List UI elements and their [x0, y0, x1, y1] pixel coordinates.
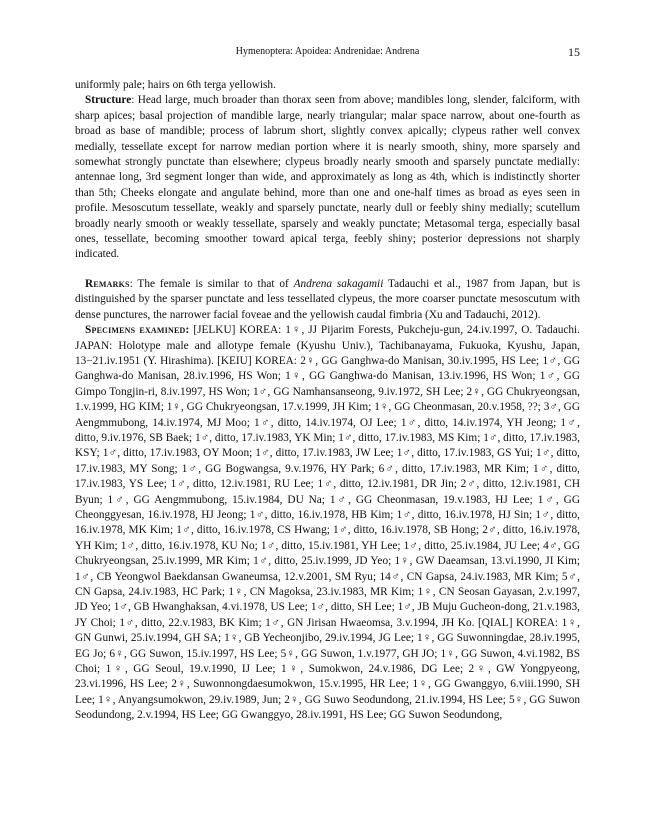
remarks-text-1: : The female is similar to that of	[129, 277, 294, 290]
page-number: 15	[568, 45, 580, 59]
remarks-species-name: Andrena sakagamii	[293, 277, 384, 290]
structure-text: : Head large, much broader than thorax seen from above; mandibles long, slender, falciform, with sharp apices; basal projection of mandible large, nearly triangular; malar space narrow, about one-fourth as broad as base of mandible; process of labrum short, slightly convex apically; clypeus rather well convex medially, tessellate except for narrow median portion where it is nearly smooth, shiny, more sparsely and somewhat strongly punctate than elsewhere; clypeus broadly nearly smooth and sparsely punctate medially: antennae long, 3rd segment longer than wide, and approximately as long as 4th, which is indistinctly shorter than 5th; Cheeks elongate and angulate behind, more than one and one-half times as broad as eyes seen in profile. Mesoscutum tessellate, weakly and sparsely punctate, nearly dull or feebly shiny medially; scutellum broadly nearly smooth or weakly tessellate, sparsely and weakly punctate; Metasomal terga, especially basal ones, tessellate, becoming smoother toward apical terga, feebly shiny; posterior depressions not sharply indicated.	[75, 94, 580, 261]
remarks-text-2: Tadauchi et al., 1987 from Japan, but is distinguished by the sparser punctate and less tessellated clypeus, the more coarser punctate mesoscutum with dense punctures, the narrower facial foveae and the yellowish caudal fimbria (Xu and Tadauchi, 2012).	[75, 277, 581, 321]
paragraph-structure	[75, 93, 580, 262]
body-text	[75, 78, 580, 724]
specimens-heading: Specimens examined:	[85, 324, 190, 337]
paragraph-continuation-text: uniformly pale; hairs on 6th terga yellowish.	[75, 79, 276, 91]
paragraph-remarks	[75, 277, 580, 323]
running-title: Hymenoptera: Apoidea: Andrenidae: Andrena	[235, 46, 420, 57]
specimens-text: [JELKU] KOREA: 1♀, JJ Pijarim Forests, Pukcheju-gun, 24.iv.1997, O. Tadauchi. JAPAN: Holotype male and allotype female (Kyushu Univ.), Tachibanayama, Fukuoka, Kyushu, Japan, 13−21.iv.1951 (Y. Hirashima). [KEIU] KOREA: 2♀, GG Ganghwa-do Manisan, 30.iv.1995, HS Lee; 1♂, GG Ganghwa-do Manisan, 28.iv.1996, HS Won; 1♀, GG Ganghwa-do Manisan, 13.iv.1996, HS Won; 1♂, GG Gimpo Tongjin-ri, 8.iv.1997, HS Won; 1♂, GG Namhansanseong, 9.iv.1972, SH Lee; 2♀, GG Chukryeongsan, 1.v.1999, HG KIM; 1♀, GG Chukryeongsan, 17.v.1999, JH Kim; 1♀, GG Cheonmasan, 20.v.1958, ??; 3♂, GG Aengmmubong, 14.iv.1974, MJ Moo; 1♂, ditto, 14.iv.1974, OJ Lee; 1♂, ditto, 14.iv.1974, YH Jeong; 1♂, ditto, 9.iv.1976, SB Baek; 1♂, ditto, 17.iv.1983, YK Min; 1♂, ditto, 17.iv.1983, MS Kim; 1♂, ditto, 17.iv.1983, KSY; 1♂, ditto, 17.iv.1983, OY Moon; 1♂, ditto, 17.iv.1983, JW Lee; 1♂, ditto, 17.iv.1983, GS Yui; 1♂, ditto, 17.iv.1983, MY Song; 1♂, GG Bogwangsa, 9.v.1976, HY Park; 6♂, ditto, 17.iv.1983, MR Kim; 1♂, ditto, 17.iv.1983, YS Lee; 1♂, ditto, 12.iv.1981, RU Lee; 1♂, ditto, 12.iv.1981, DR Jin; 2♂, ditto, 12.iv.1981, CH Byun; 1♂, GG Aengmmubong, 15.iv.1984, DU Na; 1♂, GG Cheonmasan, 19.v.1983, HJ Lee; 1♂, GG Cheonggyesan, 16.iv.1978, HJ Jeong; 1♂, ditto, 16.iv.1978, HB Kim; 1♂, ditto, 16.iv.1978, HJ Sin; 1♂, ditto, 16.iv.1978, MK Kim; 1♂, ditto, 16.iv.1978, CS Hwang; 1♂, ditto, 16.iv.1978, SB Hong; 2♂, ditto, 16.iv.1978, YH Kim; 1♂, ditto, 16.iv.1978, KU No; 1♂, ditto, 15.iv.1981, YH Lee; 1♂, ditto, 25.iv.1984, JU Lee; 4♂, GG Chukryeongsan, 25.iv.1999, MR Kim; 1♂, ditto, 25.iv.1999, JD Yeo; 1♀, GW Daeamsan, 13.vi.1990, JI Kim; 1♂, CB Yeongwol Baekdansan Gwaneumsa, 12.v.2001, SM Ryu; 14♂, CN Gapsa, 24.iv.1983, MR Kim; 5♂, CN Gapsa, 24.iv.1983, HC Park; 1♀, CN Magoksa, 23.iv.1983, MR Kim; 1♀, CN Seosan Gayasan, 2.v.1997, JD Yeo; 1♂, GB Hwanghaksan, 4.vi.1978, US Lee; 1♂, ditto, SH Lee; 1♂, JB Muju Gucheon-dong, 21.v.1983, JY Choi; 1♂, ditto, 22.v.1983, BK Kim; 1♂, GN Jirisan Hwaeomsa, 3.v.1994, JH Ko. [QIAL] KOREA: 1♀, GN Gunwi, 25.iv.1994, GH SA; 1♀, GB Yecheonjibo, 29.iv.1994, JG Lee; 1♀, GG Suwonningdae, 28.iv.1995, EG Jo; 6♀, GG Suwon, 15.iv.1997, HS Lee; 5♀, GG Suwon, 1.v.1977, GH JO; 1♀, GG Suwon, 4.vi.1982, BS Choi; 1♀, GG Seoul, 19.v.1990, IJ Lee; 1♀, Sumokwon, 24.v.1986, DG Lee; 2♀, GW Yongpyeong, 23.vi.1996, HS Lee; 2♀, Suwonnongdaesumokwon, 15.v.1995, HR Lee; 1♀, GG Gwanggyo, 6.viii.1990, SH Lee; 1♀, Anyangsumokwon, 29.iv.1989, Jun; 2♀, GG Suwo Seodundong, 21.iv.1994, HS Lee; 5♀, GG Suwon Seodundong, 2.v.1994, HS Lee; GG Gwanggyo, 28.iv.1991, HS Lee; GG Suwon Seodundong,	[75, 324, 580, 722]
paragraph-continuation	[75, 78, 580, 93]
remarks-heading: Remarks	[85, 277, 130, 290]
running-header	[75, 46, 580, 62]
paragraph-specimens	[75, 323, 580, 724]
structure-heading: Structure	[85, 94, 132, 107]
